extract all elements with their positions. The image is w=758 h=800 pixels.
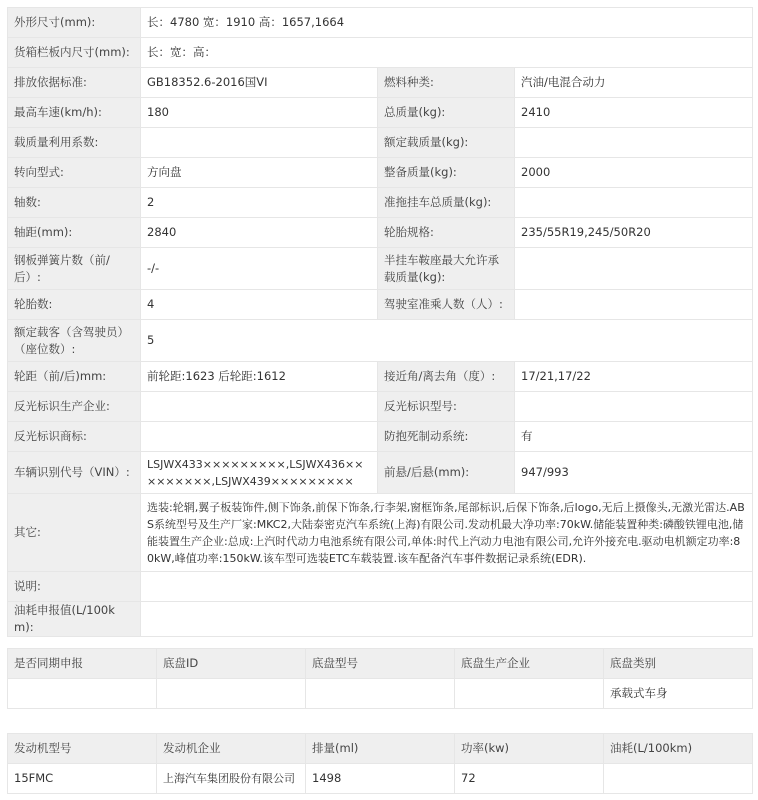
spec-row-rated-passengers <box>8 320 753 362</box>
overhang-value: 947/993 <box>515 452 753 494</box>
axles-value: 2 <box>141 188 378 218</box>
reflector-maker-label: 反光标识生产企业: <box>8 392 141 422</box>
steering-value: 方向盘 <box>141 158 378 188</box>
rated-passengers-label: 额定载客（含驾驶员）（座位数）: <box>8 320 141 362</box>
load-coef-label: 载质量利用系数: <box>8 128 141 158</box>
reflector-brand-value <box>141 422 378 452</box>
abs-value: 有 <box>515 422 753 452</box>
note-value <box>141 572 753 602</box>
trailer-mass-value <box>515 188 753 218</box>
curb-mass-value: 2000 <box>515 158 753 188</box>
spec-row <box>8 188 753 218</box>
chassis-header-cell: 是否同期申报 <box>8 649 157 679</box>
emission-std-value: GB18352.6-2016国VI <box>141 68 378 98</box>
engine-header-row <box>8 734 753 764</box>
vin-label: 车辆识别代号（VIN）: <box>8 452 141 494</box>
fuel-type-label: 燃料种类: <box>378 68 515 98</box>
fuel-consumption-value <box>141 602 753 637</box>
wheelbase-value: 2840 <box>141 218 378 248</box>
fuel-consumption-label: 油耗申报值(L/100km): <box>8 602 141 637</box>
cab-seats-value <box>515 290 753 320</box>
chassis-header-row <box>8 649 753 679</box>
engine-cell: 72 <box>455 764 604 794</box>
steering-label: 转向型式: <box>8 158 141 188</box>
rated-passengers-value: 5 <box>141 320 753 362</box>
rated-load-label: 额定载质量(kg): <box>378 128 515 158</box>
chassis-table <box>7 648 753 709</box>
engine-header-cell: 功率(kw) <box>455 734 604 764</box>
engine-cell: 15FMC <box>8 764 157 794</box>
cargo-size-value: 长：宽：高： <box>141 38 753 68</box>
saddle-load-label: 半挂车鞍座最大允许承载质量(kg): <box>378 248 515 290</box>
engine-header-cell: 发动机企业 <box>157 734 306 764</box>
engine-header-cell: 油耗(L/100km) <box>604 734 753 764</box>
spec-row <box>8 362 753 392</box>
track-label: 轮距（前/后)mm: <box>8 362 141 392</box>
abs-label: 防抱死制动系统: <box>378 422 515 452</box>
saddle-load-value <box>515 248 753 290</box>
spec-row <box>8 290 753 320</box>
spec-row <box>8 218 753 248</box>
engine-header-cell: 发动机型号 <box>8 734 157 764</box>
tire-spec-label: 轮胎规格: <box>378 218 515 248</box>
total-mass-label: 总质量(kg): <box>378 98 515 128</box>
overhang-label: 前悬/后悬(mm): <box>378 452 515 494</box>
spec-row <box>8 452 753 494</box>
spec-row <box>8 422 753 452</box>
emission-std-label: 排放依据标准: <box>8 68 141 98</box>
curb-mass-label: 整备质量(kg): <box>378 158 515 188</box>
vin-value: LSJWX433×××××××××,LSJWX436×××××××××,LSJWX439××××××××× <box>141 452 378 494</box>
spec-row-outer-size <box>8 8 753 38</box>
chassis-header-cell: 底盘类别 <box>604 649 753 679</box>
chassis-header-cell: 底盘型号 <box>306 649 455 679</box>
track-value: 前轮距:1623 后轮距:1612 <box>141 362 378 392</box>
tire-count-label: 轮胎数: <box>8 290 141 320</box>
cargo-size-label: 货箱栏板内尺寸(mm): <box>8 38 141 68</box>
engine-header-cell: 排量(ml) <box>306 734 455 764</box>
angles-value: 17/21,17/22 <box>515 362 753 392</box>
cab-seats-label: 驾驶室准乘人数（人）: <box>378 290 515 320</box>
chassis-row <box>8 679 753 709</box>
reflector-maker-value <box>141 392 378 422</box>
chassis-header-cell: 底盘ID <box>157 649 306 679</box>
engine-cell <box>604 764 753 794</box>
engine-row <box>8 764 753 794</box>
spec-row <box>8 248 753 290</box>
rated-load-value <box>515 128 753 158</box>
tire-spec-value: 235/55R19,245/50R20 <box>515 218 753 248</box>
spec-row-fuel-consumption <box>8 602 753 637</box>
chassis-cell <box>306 679 455 709</box>
other-label: 其它: <box>8 494 141 572</box>
chassis-cell <box>157 679 306 709</box>
spec-row <box>8 158 753 188</box>
chassis-cell <box>8 679 157 709</box>
spec-row-note <box>8 572 753 602</box>
chassis-cell: 承载式车身 <box>604 679 753 709</box>
spec-row <box>8 98 753 128</box>
leaf-springs-value: -/- <box>141 248 378 290</box>
reflector-model-label: 反光标识型号: <box>378 392 515 422</box>
reflector-model-value <box>515 392 753 422</box>
other-value: 选装:轮辋,翼子板装饰件,侧下饰条,前保下饰条,行李架,窗框饰条,尾部标识,后保下饰条,后logo,无后上摄像头,无激光雷达.ABS系统型号及生产厂家:MKC2,大陆泰密克汽车系统(上海)有限公司.发动机最大净功率:70kW.储能装置种类:磷酸铁锂电池,储能装置生产企业:总成:上汽时代动力电池系统有限公司,单体:时代上汽动力电池有限公司,允许外接充电.驱动电机额定功率:80kW,峰值功率:150kW.该车型可选装ETC车载装置.该车配备汽车事件数据记录系统(EDR). <box>141 494 753 572</box>
max-speed-label: 最高车速(km/h): <box>8 98 141 128</box>
max-speed-value: 180 <box>141 98 378 128</box>
engine-cell: 1498 <box>306 764 455 794</box>
vehicle-spec-table <box>7 7 753 637</box>
angles-label: 接近角/离去角（度）: <box>378 362 515 392</box>
leaf-springs-label: 钢板弹簧片数（前/后）: <box>8 248 141 290</box>
spec-row <box>8 68 753 98</box>
spec-row <box>8 128 753 158</box>
axles-label: 轴数: <box>8 188 141 218</box>
wheelbase-label: 轴距(mm): <box>8 218 141 248</box>
reflector-brand-label: 反光标识商标: <box>8 422 141 452</box>
engine-cell: 上海汽车集团股份有限公司 <box>157 764 306 794</box>
spec-row-other <box>8 494 753 572</box>
load-coef-value <box>141 128 378 158</box>
note-label: 说明: <box>8 572 141 602</box>
spec-row-cargo-size <box>8 38 753 68</box>
spec-row <box>8 392 753 422</box>
total-mass-value: 2410 <box>515 98 753 128</box>
chassis-cell <box>455 679 604 709</box>
fuel-type-value: 汽油/电混合动力 <box>515 68 753 98</box>
tire-count-value: 4 <box>141 290 378 320</box>
outer-size-label: 外形尺寸(mm): <box>8 8 141 38</box>
outer-size-value: 长：4780 宽：1910 高：1657,1664 <box>141 8 753 38</box>
engine-table <box>7 733 753 794</box>
trailer-mass-label: 准拖挂车总质量(kg): <box>378 188 515 218</box>
chassis-header-cell: 底盘生产企业 <box>455 649 604 679</box>
